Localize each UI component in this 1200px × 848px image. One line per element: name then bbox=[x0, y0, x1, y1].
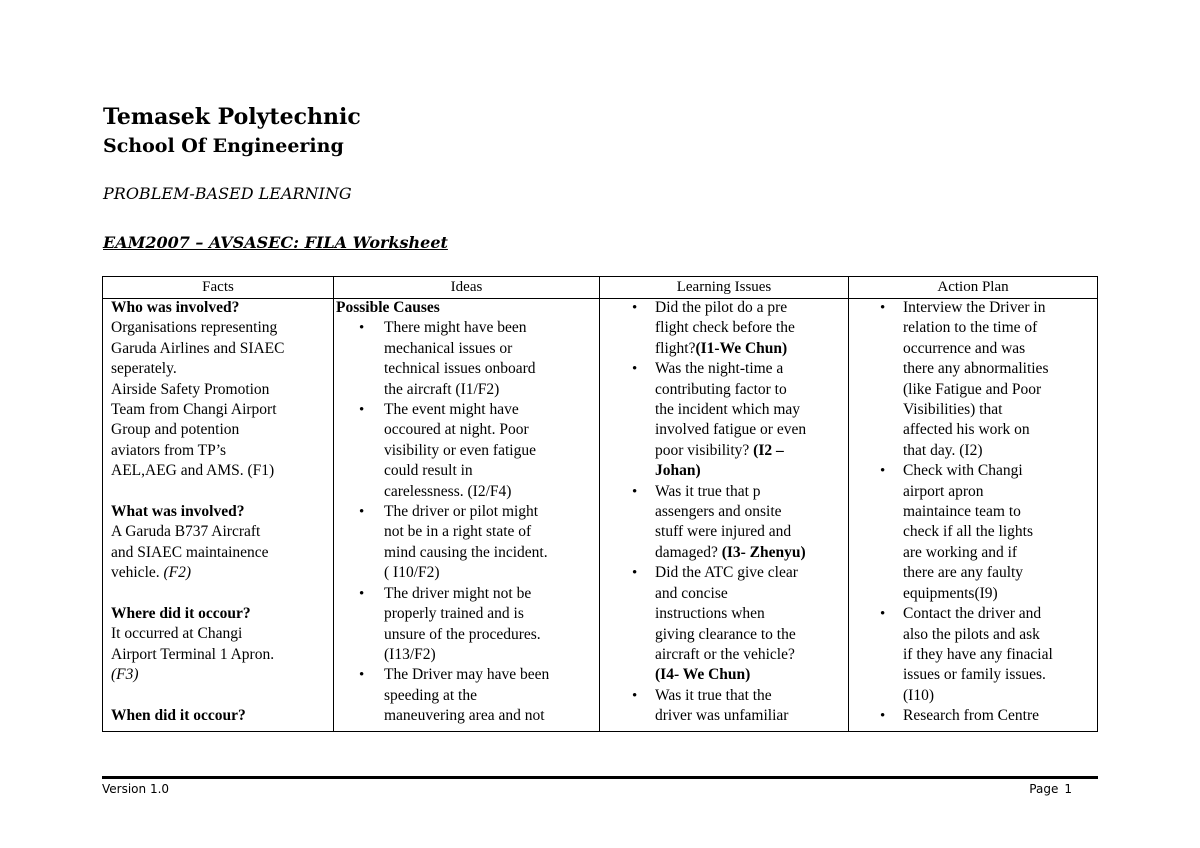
facts-question-where: Where did it occour? bbox=[111, 605, 251, 623]
page-label: Page bbox=[1029, 782, 1059, 796]
list-item: • The event might have occoured at night. Poor visibility or even fatigue could result in carelessness. (I2/F4) bbox=[336, 400, 596, 502]
action-plan-list bbox=[860, 298, 1096, 727]
column-header-facts: Facts bbox=[202, 279, 234, 295]
facts-question-who: Who was involved? bbox=[111, 299, 240, 316]
school-title: School Of Engineering bbox=[103, 135, 344, 157]
list-item: • Check with Changi airport apron maintaince team to check if all the lights are working and if there are any faulty equipments(I9) bbox=[860, 461, 1096, 604]
facts-answer-line: Airside Safety Promotion bbox=[111, 380, 270, 398]
facts-answer-line: Garuda Airlines and SIAEC bbox=[111, 339, 285, 357]
action-plan-cell bbox=[860, 298, 1096, 731]
institution-title: Temasek Polytechnic bbox=[103, 104, 361, 130]
facts-answer-line: It occurred at Changi bbox=[111, 625, 243, 643]
ideas-list bbox=[336, 318, 596, 726]
list-item: • Did the ATC give clear and concise instructions when giving clearance to the aircraft or the vehicle? (I4- We Chun) bbox=[611, 563, 847, 685]
facts-answer-line: seperately. bbox=[111, 360, 177, 378]
column-divider bbox=[599, 277, 600, 731]
list-item: • The Driver may have been speeding at the maneuvering area and not bbox=[336, 665, 596, 726]
pbl-subtitle: PROBLEM-BASED LEARNING bbox=[103, 184, 352, 203]
facts-answer-line: vehicle. (F2) bbox=[111, 564, 192, 582]
facts-answer-line: Airport Terminal 1 Apron. bbox=[111, 645, 275, 663]
footer-divider bbox=[102, 776, 1098, 779]
issue-owner: (I2 – bbox=[753, 441, 784, 459]
fila-table bbox=[102, 276, 1098, 732]
list-item: • Was it true that the driver was unfamiliar bbox=[611, 686, 847, 727]
facts-answer-line: Organisations representing bbox=[111, 319, 278, 337]
column-header-learning-issues: Learning Issues bbox=[676, 279, 772, 295]
facts-answer-line: Team from Changi Airport bbox=[111, 401, 277, 419]
issue-owner: (I3- Zhenyu) bbox=[721, 543, 806, 561]
facts-answer-line: Group and potention bbox=[111, 421, 240, 439]
facts-cell bbox=[111, 298, 333, 731]
column-divider bbox=[333, 277, 334, 731]
learning-issues-cell bbox=[611, 298, 847, 731]
list-item: • Contact the driver and also the pilots and ask if they have any finacial issues or family issues. (I10) bbox=[860, 604, 1096, 706]
list-item: • The driver or pilot might not be in a right state of mind causing the incident. ( I10/F2) bbox=[336, 502, 596, 584]
issue-owner: (I4- We Chun) bbox=[655, 666, 751, 684]
list-item: • Was the night-time a contributing factor to the incident which may involved fatigue or even poor visibility? (I2 – Johan) bbox=[611, 359, 847, 481]
list-item: • There might have been mechanical issues or technical issues onboard the aircraft (I1/F2) bbox=[336, 318, 596, 400]
list-item: • The driver might not be properly trained and is unsure of the procedures. (I13/F2) bbox=[336, 584, 596, 666]
facts-question-when: When did it occour? bbox=[111, 707, 246, 725]
column-divider bbox=[848, 277, 849, 731]
list-item: • Was it true that p assengers and onsite stuff were injured and damaged? (I3- Zhenyu) bbox=[611, 482, 847, 564]
page-number: 1 bbox=[1064, 782, 1072, 796]
facts-answer-line: and SIAEC maintainence bbox=[111, 543, 269, 561]
issue-owner: Johan) bbox=[655, 462, 701, 480]
facts-reference: (F2) bbox=[163, 564, 192, 582]
table-header-row bbox=[103, 277, 1097, 299]
column-header-action-plan: Action Plan bbox=[937, 279, 1009, 295]
facts-answer-line: A Garuda B737 Aircraft bbox=[111, 523, 261, 541]
facts-answer-line: AEL,AEG and AMS. (F1) bbox=[111, 462, 275, 480]
facts-question-what: What was involved? bbox=[111, 503, 245, 521]
list-item: • Did the pilot do a pre flight check before the flight?(I1-We Chun) bbox=[611, 298, 847, 359]
footer-version: Version 1.0 bbox=[102, 782, 170, 796]
learning-issues-list bbox=[611, 298, 847, 727]
issue-owner: (I1-We Chun) bbox=[695, 339, 788, 357]
facts-answer-line: aviators from TP’s bbox=[111, 441, 227, 459]
column-header-ideas: Ideas bbox=[450, 279, 483, 295]
list-item: • Interview the Driver in relation to the time of occurrence and was there any abnormalities (like Fatigue and Poor Visibilities) that affected his work on that day. (I2) bbox=[860, 298, 1096, 461]
ideas-cell bbox=[336, 298, 596, 731]
facts-reference: (F3) bbox=[111, 666, 139, 684]
worksheet-title: EAM2007 – AVSASEC: FILA Worksheet bbox=[103, 233, 448, 252]
footer-page-number bbox=[1023, 782, 1072, 796]
list-item: • Research from Centre bbox=[860, 706, 1096, 726]
ideas-heading: Possible Causes bbox=[336, 299, 440, 316]
